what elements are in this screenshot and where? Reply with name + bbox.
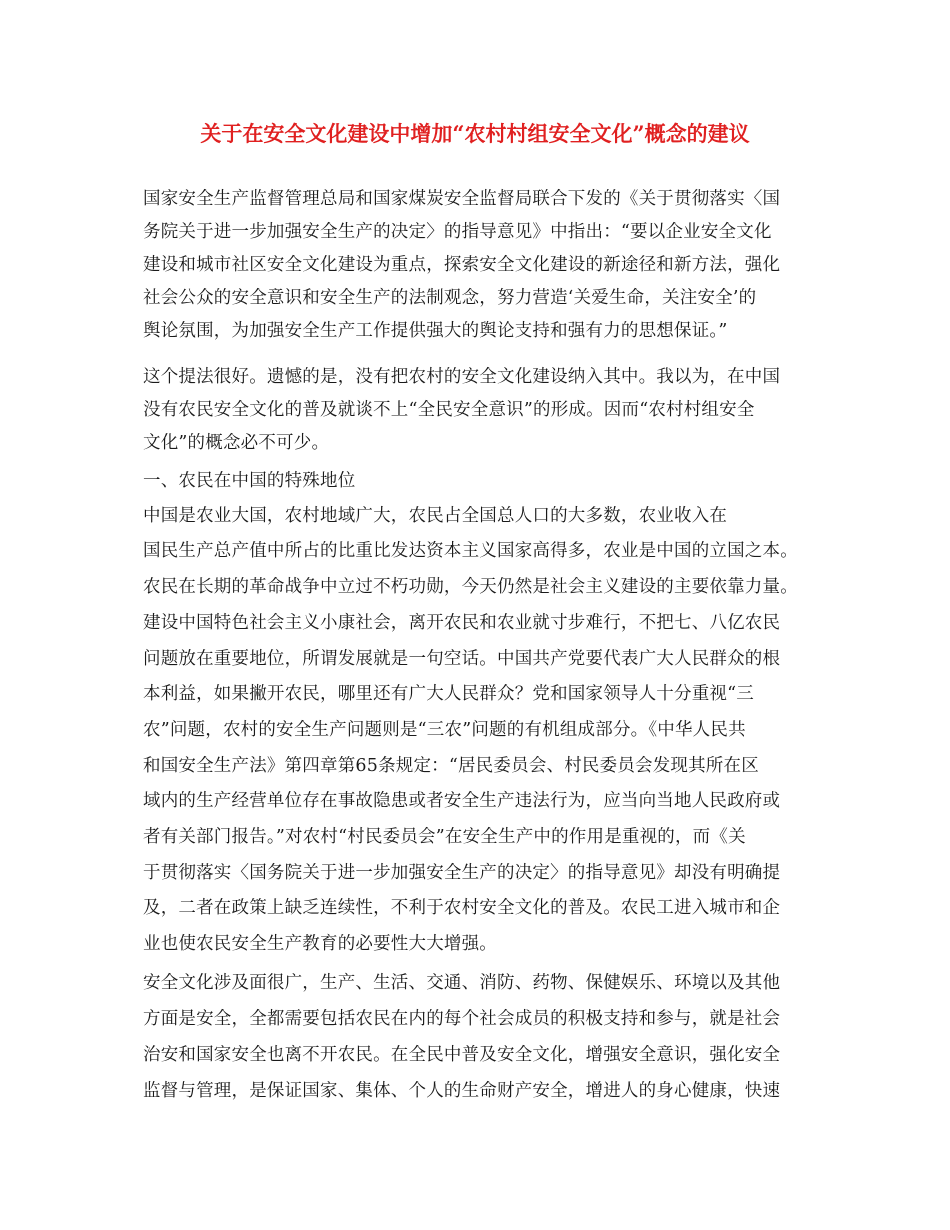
body-line: 农”问题，农村的安全生产问题则是“三农”问题的有机组成部分。《中华人民共 <box>143 720 746 740</box>
body-line: 及，二者在政策上缺乏连续性，不利于农村安全文化的普及。农民工进入城市和企 <box>143 898 781 918</box>
body-line: 农民在长期的革命战争中立过不朽功勋，今天仍然是社会主义建设的主要依靠力量。 <box>143 577 798 597</box>
body-line: 本利益，如果撇开农民，哪里还有广大人民群众？党和国家领导人十分重视“三 <box>143 684 754 704</box>
body-line: 问题放在重要地位，所谓发展就是一句空话。中国共产党要代表广大人民群众的根 <box>143 649 781 669</box>
body-line: 社会公众的安全意识和安全生产的法制观念，努力营造‘关爱生命，关注安全’的 <box>143 288 757 308</box>
body-line: 安全文化涉及面很广，生产、生活、交通、消防、药物、保健娱乐、环境以及其他 <box>143 973 781 993</box>
body-line: 建设中国特色社会主义小康社会，离开农民和农业就寸步难行，不把七、八亿农民 <box>143 613 781 633</box>
body-line: 和国安全生产法》第四章第65条规定：“居民委员会、村民委员会发现其所在区 <box>143 756 759 776</box>
body-line: 务院关于进一步加强安全生产的决定〉的指导意见》中指出：“要以企业安全文化 <box>143 222 772 242</box>
body-line: 国民生产总产值中所占的比重比发达资本主义国家高得多，农业是中国的立国之本。 <box>143 541 798 561</box>
body-line: 文化”的概念必不可少。 <box>143 433 330 453</box>
body-line: 于贯彻落实〈国务院关于进一步加强安全生产的决定〉的指导意见》却没有明确提 <box>143 863 781 883</box>
body-line: 监督与管理，是保证国家、集体、个人的生命财产安全，增进人的身心健康，快速 <box>143 1081 781 1101</box>
body-line: 方面是安全，全都需要包括农民在内的每个社会成员的积极支持和参与，就是社会 <box>143 1009 781 1029</box>
body-line: 者有关部门报告。”对农村“村民委员会”在安全生产中的作用是重视的，而《关 <box>143 827 746 847</box>
body-line: 这个提法很好。遗憾的是，没有把农村的安全文化建设纳入其中。我以为，在中国 <box>143 367 781 387</box>
section-heading: 一、农民在中国的特殊地位 <box>143 471 356 491</box>
body-line: 没有农民安全文化的普及就谈不上“全民安全意识”的形成。因而“农村村组安全 <box>143 400 755 420</box>
document-title: 关于在安全文化建设中增加“农村村组安全文化”概念的建议 <box>200 121 750 146</box>
body-line: 治安和国家安全也离不开农民。在全民中普及安全文化，增强安全意识，强化安全 <box>143 1045 781 1065</box>
body-line: 业也使农民安全生产教育的必要性大大增强。 <box>143 934 497 954</box>
body-line: 中国是农业大国，农村地域广大，农民占全国总人口的大多数，农业收入在 <box>143 506 728 526</box>
body-line: 国家安全生产监督管理总局和国家煤炭安全监督局联合下发的《关于贯彻落实〈国 <box>143 189 781 209</box>
body-line: 舆论氛围，为加强安全生产工作提供强大的舆论支持和强有力的思想保证。” <box>143 321 728 341</box>
body-line: 建设和城市社区安全文化建设为重点，探索安全文化建设的新途径和新方法，强化 <box>143 255 781 275</box>
body-line: 域内的生产经营单位存在事故隐患或者安全生产违法行为，应当向当地人民政府或 <box>143 791 781 811</box>
